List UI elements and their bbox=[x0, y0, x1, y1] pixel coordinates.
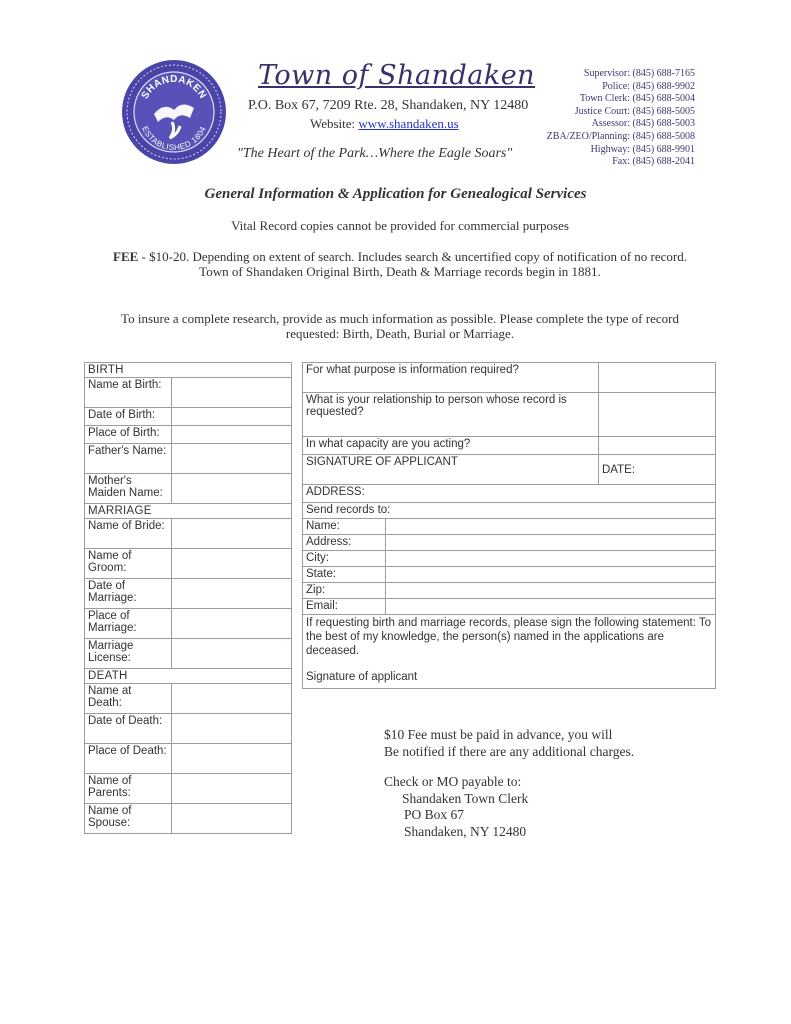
svg-text:SHANDAKEN: SHANDAKEN bbox=[139, 74, 209, 102]
place-of-death-input[interactable] bbox=[172, 744, 292, 774]
town-title: Town of Shandaken bbox=[258, 60, 536, 91]
website-line bbox=[310, 116, 459, 132]
fathers-name-input[interactable] bbox=[172, 444, 292, 474]
death-section-header: DEATH bbox=[85, 669, 292, 684]
purpose-input[interactable] bbox=[599, 363, 716, 393]
capacity-label: In what capacity are you acting? bbox=[303, 437, 599, 455]
send-state-input[interactable] bbox=[386, 567, 716, 583]
date-of-birth-input[interactable] bbox=[172, 408, 292, 426]
field-label: Name of Bride: bbox=[85, 519, 172, 549]
date-field[interactable]: DATE: bbox=[599, 455, 716, 485]
capacity-input[interactable] bbox=[599, 437, 716, 455]
name-at-death-input[interactable] bbox=[172, 684, 292, 714]
field-label: Zip: bbox=[303, 583, 386, 599]
mothers-maiden-name-input[interactable] bbox=[172, 474, 292, 504]
field-label: Marriage License: bbox=[85, 639, 172, 669]
contact-highway: Highway: (845) 688-9901 bbox=[590, 143, 695, 155]
send-address-input[interactable] bbox=[386, 535, 716, 551]
field-label: Place of Death: bbox=[85, 744, 172, 774]
send-name-input[interactable] bbox=[386, 519, 716, 535]
field-label: Name at Birth: bbox=[85, 378, 172, 408]
contact-town-clerk: Town Clerk: (845) 688-5004 bbox=[579, 93, 695, 105]
field-label: Date of Birth: bbox=[85, 408, 172, 426]
field-label: Name of Spouse: bbox=[85, 804, 172, 834]
statement-signature-field[interactable]: Signature of applicant bbox=[306, 671, 418, 683]
send-records-label: Send records to: bbox=[303, 503, 716, 519]
place-of-birth-input[interactable] bbox=[172, 426, 292, 444]
website-label: Website: bbox=[310, 116, 356, 131]
payee-city: Shandaken, NY 12480 bbox=[404, 823, 527, 839]
spouse-name-input[interactable] bbox=[172, 804, 292, 834]
contact-police: Police: (845) 688-9902 bbox=[602, 80, 695, 92]
field-label: Email: bbox=[303, 599, 386, 615]
fee-advance-line: $10 Fee must be paid in advance, you will bbox=[384, 727, 613, 742]
statement-text: If requesting birth and marriage records, please sign the following statement: To the best of my knowledge, the person(s) named in the applications are deceased. bbox=[306, 617, 712, 657]
vital-record-form bbox=[84, 362, 292, 834]
field-label: Name: bbox=[303, 519, 386, 535]
fee-text: - $10-20. Depending on extent of search. Includes search & uncertified copy of notification of no record. bbox=[138, 249, 687, 264]
svg-text:ESTABLISHED 1804: ESTABLISHED 1804 bbox=[140, 124, 208, 153]
send-zip-input[interactable] bbox=[386, 583, 716, 599]
contact-assessor: Assessor: (845) 688-5003 bbox=[591, 118, 695, 130]
fee-paragraph bbox=[110, 249, 690, 279]
fee-notice bbox=[384, 727, 634, 840]
date-of-death-input[interactable] bbox=[172, 714, 292, 744]
marriage-license-input[interactable] bbox=[172, 639, 292, 669]
town-address: P.O. Box 67, 7209 Rte. 28, Shandaken, NY 12480 bbox=[248, 98, 529, 113]
field-label: Place of Marriage: bbox=[85, 609, 172, 639]
relationship-input[interactable] bbox=[599, 393, 716, 437]
applicant-form bbox=[302, 362, 716, 689]
signature-field[interactable]: SIGNATURE OF APPLICANT bbox=[303, 455, 599, 485]
field-label: City: bbox=[303, 551, 386, 567]
relationship-label: What is your relationship to person whose record is requested? bbox=[303, 393, 599, 437]
payee-po-box: PO Box 67 bbox=[404, 807, 465, 822]
contact-justice-court: Justice Court: (845) 688-5005 bbox=[574, 105, 695, 117]
birth-section-header: BIRTH bbox=[85, 363, 292, 378]
field-label: Date of Marriage: bbox=[85, 579, 172, 609]
address-field[interactable]: ADDRESS: bbox=[303, 485, 716, 503]
field-label: Name of Groom: bbox=[85, 549, 172, 579]
form-title: General Information & Application for Genealogical Services bbox=[204, 186, 587, 202]
contact-supervisor: Supervisor: (845) 688-7165 bbox=[583, 68, 695, 79]
field-label: State: bbox=[303, 567, 386, 583]
tagline: "The Heart of the Park…Where the Eagle Soars" bbox=[237, 146, 513, 161]
contact-fax: Fax: (845) 688-2041 bbox=[612, 156, 695, 168]
field-label: Name of Parents: bbox=[85, 774, 172, 804]
payee-name: Shandaken Town Clerk bbox=[402, 790, 529, 806]
parents-name-input[interactable] bbox=[172, 774, 292, 804]
contact-zba: ZBA/ZEO/Planning: (845) 688-5008 bbox=[546, 130, 695, 142]
fee-charges-line: Be notified if there are any additional charges. bbox=[384, 743, 635, 759]
website-link[interactable]: www.shandaken.us bbox=[358, 116, 459, 131]
field-label: Name at Death: bbox=[85, 684, 172, 714]
commercial-notice: Vital Record copies cannot be provided for commercial purposes bbox=[231, 218, 569, 233]
records-begin: Town of Shandaken Original Birth, Death & Marriage records begin in 1881. bbox=[199, 264, 601, 279]
groom-name-input[interactable] bbox=[172, 549, 292, 579]
town-seal bbox=[120, 58, 228, 166]
place-of-marriage-input[interactable] bbox=[172, 609, 292, 639]
send-city-input[interactable] bbox=[386, 551, 716, 567]
contact-list bbox=[547, 68, 695, 169]
payable-label: Check or MO payable to: bbox=[384, 774, 522, 789]
date-of-marriage-input[interactable] bbox=[172, 579, 292, 609]
field-label: Father's Name: bbox=[85, 444, 172, 474]
instructions: To insure a complete research, provide as much information as possible. Please complete the type of record requested: Birth, Death, Burial or Marriage. bbox=[121, 311, 679, 341]
field-label: Place of Birth: bbox=[85, 426, 172, 444]
send-email-input[interactable] bbox=[386, 599, 716, 615]
name-at-birth-input[interactable] bbox=[172, 378, 292, 408]
fee-label: FEE bbox=[113, 249, 139, 264]
field-label: Mother's Maiden Name: bbox=[85, 474, 172, 504]
field-label: Address: bbox=[303, 535, 386, 551]
deceased-statement bbox=[303, 615, 716, 689]
field-label: Date of Death: bbox=[85, 714, 172, 744]
purpose-label: For what purpose is information required? bbox=[303, 363, 599, 393]
marriage-section-header: MARRIAGE bbox=[85, 504, 292, 519]
bride-name-input[interactable] bbox=[172, 519, 292, 549]
